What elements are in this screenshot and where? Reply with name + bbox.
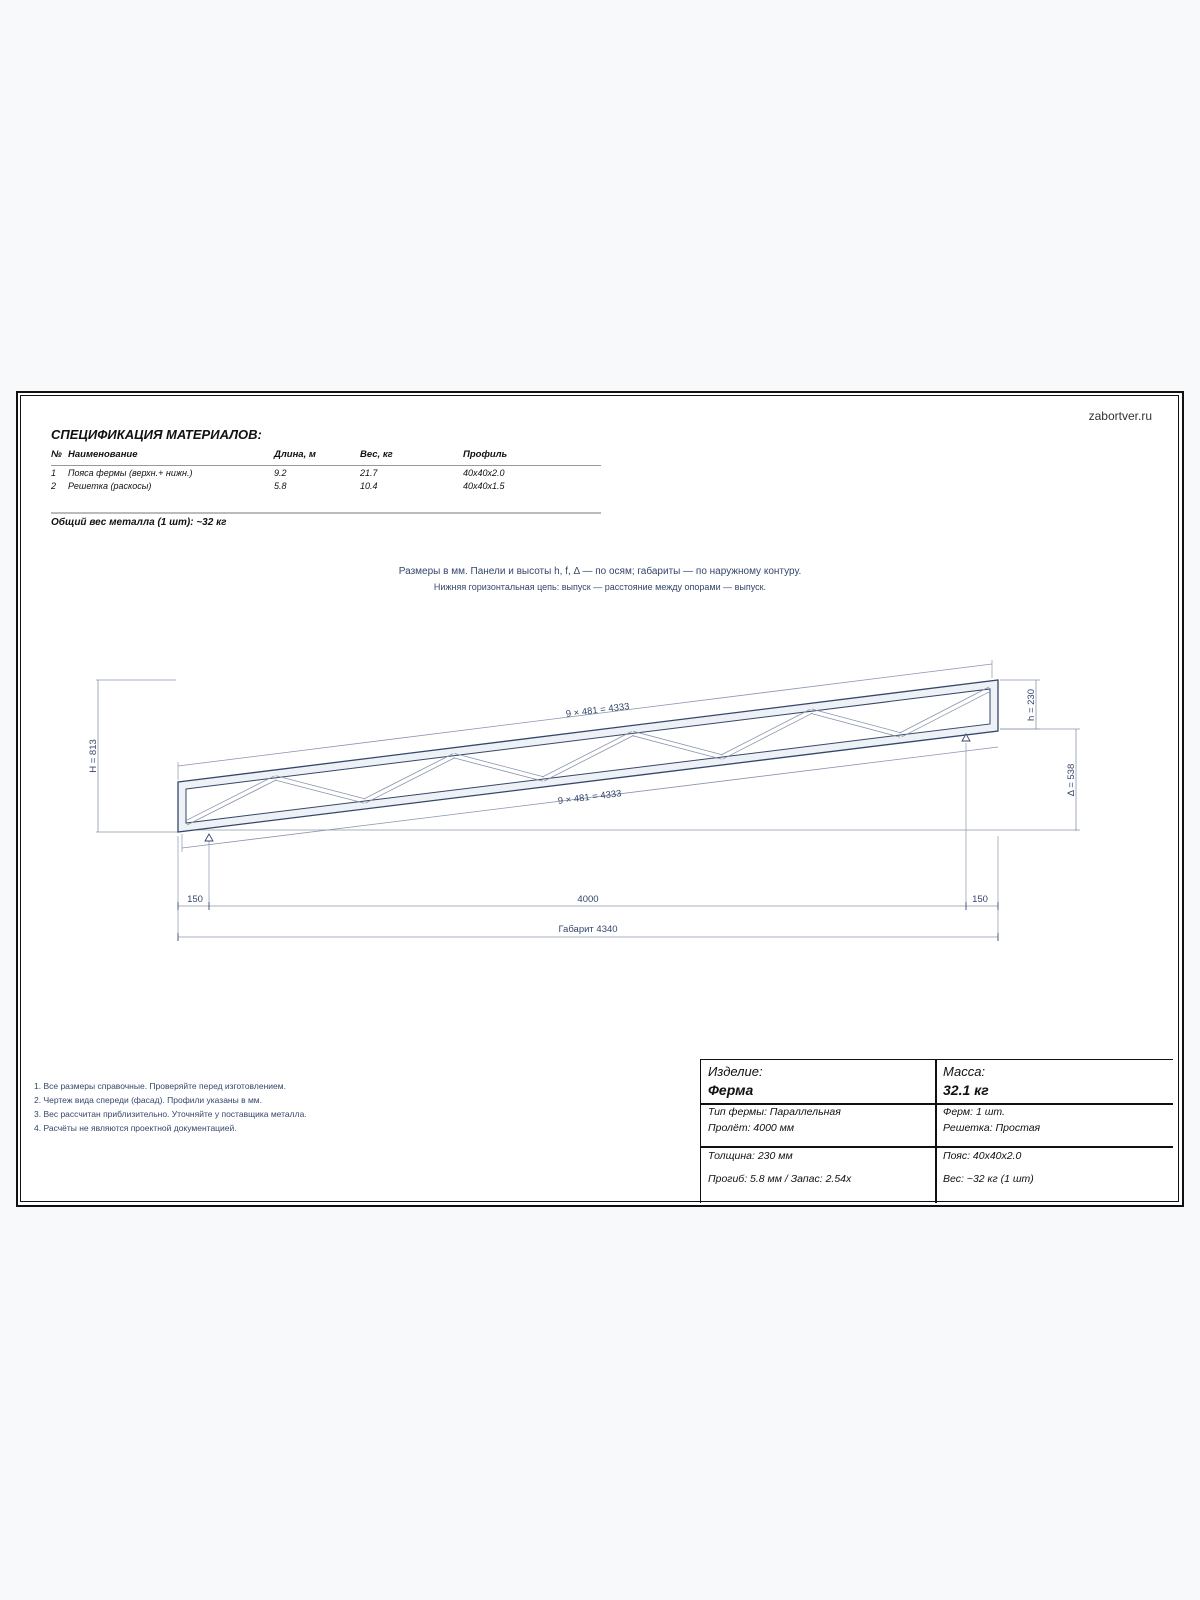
footnote: 1. Все размеры справочные. Проверяйте перед изготовлением. (34, 1081, 286, 1091)
spec-cell: Пояса фермы (верхн.+ нижн.) (68, 467, 193, 478)
weight-info: Вес: ~32 кг (1 шт) (943, 1173, 1034, 1185)
span-dimension: 4000 (577, 894, 599, 905)
spec-cell: 1 (51, 467, 57, 478)
mass-value: 32.1 кг (943, 1082, 989, 1098)
footnotes (34, 1079, 307, 1135)
height-h-dimension: h = 230 (1026, 689, 1037, 721)
spec-title: СПЕЦИФИКАЦИЯ МАТЕРИАЛОВ: (51, 427, 262, 442)
spec-cell: Решетка (раскосы) (68, 480, 152, 491)
chord-info: Пояс: 40х40х2.0 (943, 1150, 1022, 1162)
drawing-note-1: Размеры в мм. Панели и высоты h, f, Δ — по осям; габариты — по наружному контуру. (398, 566, 802, 577)
overall-dimension: Габарит 4340 (558, 924, 618, 935)
spec-cell: 9.2 (274, 467, 287, 478)
truss-type: Тип фермы: Параллельная (708, 1106, 841, 1118)
spec-header-length: Длина, м (274, 449, 316, 460)
delta-dimension: Δ = 538 (1066, 763, 1077, 797)
support-icon (205, 834, 213, 841)
footnote: 4. Расчёты не являются проектной документацией. (34, 1123, 237, 1133)
spec-header-profile: Профиль (463, 449, 508, 460)
footnote: 2. Чертеж вида спереди (фасад). Профили указаны в мм. (34, 1095, 263, 1105)
thickness-info: Толщина: 230 мм (708, 1150, 793, 1162)
spec-total: Общий вес металла (1 шт): ~32 кг (51, 517, 227, 528)
footnote: 3. Вес рассчитан приблизительно. Уточняйте у поставщика металла. (34, 1109, 307, 1119)
spec-cell: 40х40х2.0 (463, 467, 505, 478)
spec-header-name: Наименование (68, 449, 138, 460)
deflection-info: Прогиб: 5.8 мм / Запас: 2.54x (708, 1173, 852, 1185)
overhang-right-dimension: 150 (972, 894, 988, 905)
title-block (700, 1059, 1173, 1203)
drawing-note-2: Нижняя горизонтальная цепь: выпуск — расстояние между опорами — выпуск. (433, 582, 767, 592)
mass-label: Масса: (943, 1064, 986, 1079)
title-block-divider (701, 1146, 1173, 1148)
spec-cell: 21.7 (360, 467, 378, 478)
span-info: Пролёт: 4000 мм (708, 1122, 795, 1134)
title-block-divider (935, 1060, 937, 1203)
spec-cell: 2 (51, 480, 57, 491)
product-label: Изделие: (708, 1064, 763, 1079)
spec-cell: 5.8 (274, 480, 287, 491)
site-label: zabortver.ru (1088, 409, 1152, 423)
spec-header-number: № (51, 449, 62, 460)
top-panels-dimension: 9 × 481 = 4333 (565, 701, 631, 720)
title-block-divider (701, 1103, 1173, 1105)
overhang-left-dimension: 150 (187, 894, 203, 905)
spec-cell: 10.4 (360, 480, 378, 491)
height-H-dimension: H = 813 (88, 739, 99, 773)
bottom-panels-dimension: 9 × 481 = 4333 (557, 788, 623, 807)
lattice-type: Решетка: Простая (943, 1122, 1041, 1134)
spec-cell: 40х40х1.5 (463, 480, 505, 491)
truss-count: Ферм: 1 шт. (943, 1106, 1005, 1118)
product-value: Ферма (708, 1082, 754, 1098)
spec-header-weight: Вес, кг (360, 449, 393, 460)
drawing-sheet (16, 391, 1184, 1207)
